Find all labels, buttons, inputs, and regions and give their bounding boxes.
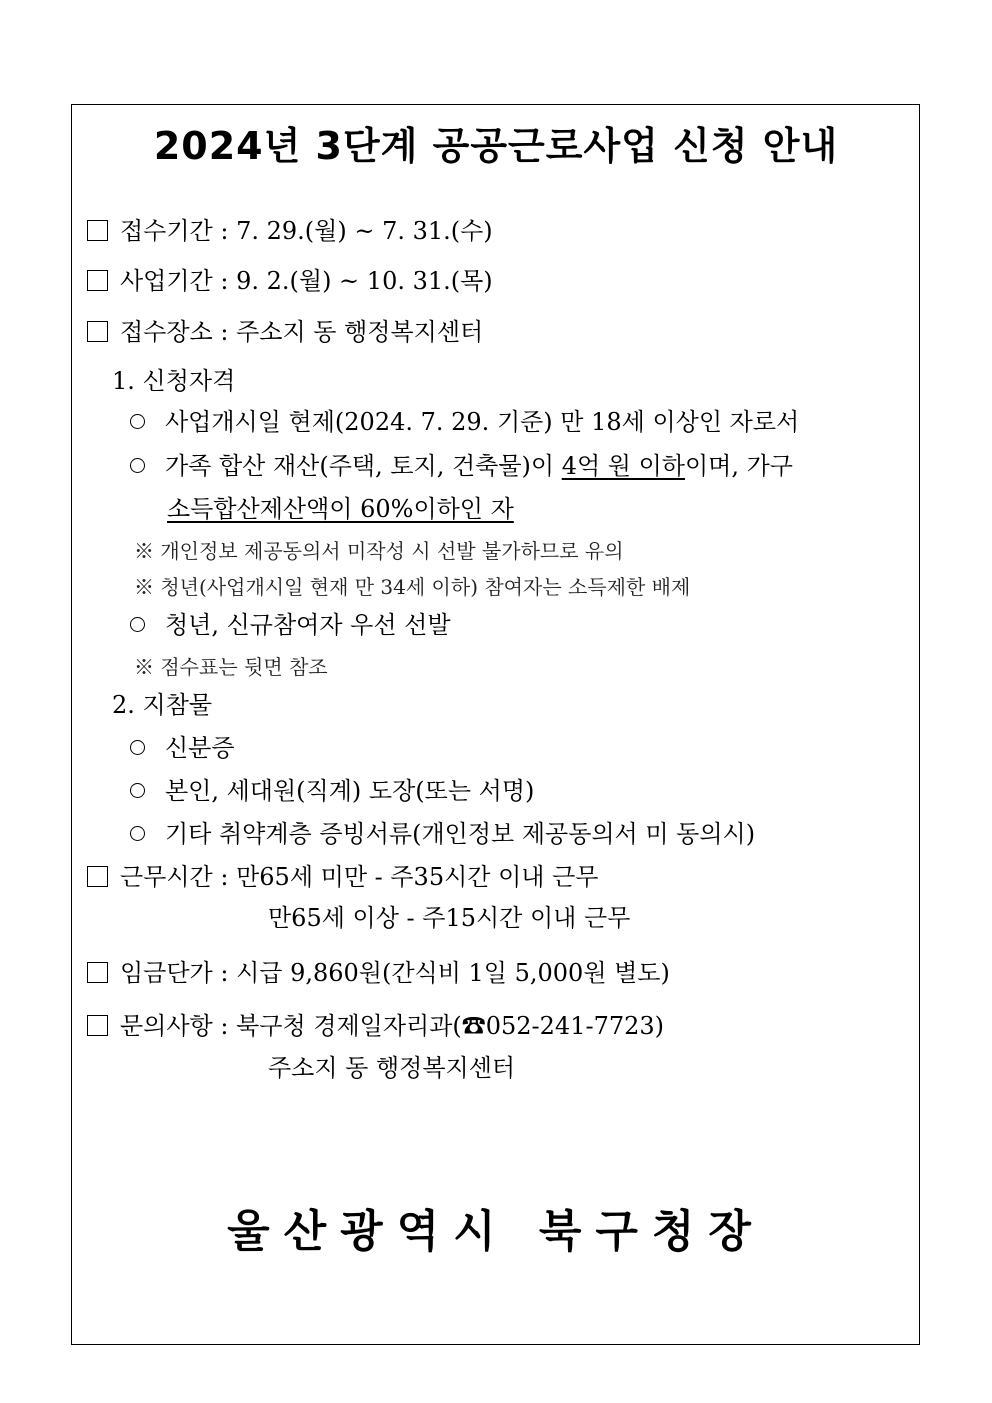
bullet-circle-icon <box>130 783 145 798</box>
issuer-signature: 울산광역시 북구청장 <box>227 1206 765 1257</box>
project-period-row <box>87 266 493 296</box>
bullet-circle-icon <box>130 458 145 473</box>
note-score-table: ※ 점수표는 뒷면 참조 <box>134 655 328 679</box>
reception-period-value: 7. 29.(월) ~ 7. 31.(수) <box>236 217 493 245</box>
project-period-value: 9. 2.(월) ~ 10. 31.(목) <box>236 267 493 295</box>
checkbox-square-icon <box>87 270 108 291</box>
eligibility-item-2-continuation: 소득합산제산액이 60%이하인 자 <box>167 495 514 523</box>
bring-item-2: 본인, 세대원(직계) 도장(또는 서명) <box>130 776 534 806</box>
bullet-circle-icon <box>130 826 145 841</box>
work-hours-row <box>87 862 598 892</box>
reception-period-label: 접수기간 : <box>120 217 237 245</box>
reception-period-row <box>87 216 493 246</box>
checkbox-square-icon <box>87 866 108 887</box>
bring-item-3: 기타 취약계층 증빙서류(개인정보 제공동의서 미 동의시) <box>130 819 755 849</box>
project-period-label: 사업기간 : <box>120 267 237 295</box>
checkbox-square-icon <box>87 1015 108 1036</box>
reception-place-row <box>87 317 483 347</box>
bullet-circle-icon <box>130 414 145 429</box>
wage-label: 임금단가 : <box>120 959 237 987</box>
bullet-circle-icon <box>130 617 145 632</box>
wage-row <box>87 958 670 988</box>
section2-heading: 2. 지참물 <box>112 691 213 719</box>
wage-value: 시급 9,860원(간식비 1일 5,000원 별도) <box>236 959 670 987</box>
section1-heading: 1. 신청자격 <box>112 367 236 395</box>
work-hours-line-1: 만65세 미만 - 주35시간 이내 근무 <box>236 863 599 891</box>
bullet-circle-icon <box>130 740 145 755</box>
inquiry-line-2: 주소지 동 행정복지센터 <box>268 1054 516 1082</box>
reception-place-value: 주소지 동 행정복지센터 <box>236 318 484 346</box>
work-hours-line-2: 만65세 이상 - 주15시간 이내 근무 <box>268 904 631 932</box>
page-title: 2024년 3단계 공공근로사업 신청 안내 <box>153 124 839 168</box>
inquiry-label: 문의사항 : <box>120 1012 237 1040</box>
reception-place-label: 접수장소 : <box>120 318 237 346</box>
note-consent: ※ 개인정보 제공동의서 미작성 시 선발 불가하므로 유의 <box>134 539 624 563</box>
checkbox-square-icon <box>87 962 108 983</box>
bring-item-1: 신분증 <box>130 733 235 763</box>
inquiry-row <box>87 1011 664 1041</box>
eligibility-item-3: 청년, 신규참여자 우선 선발 <box>130 610 451 640</box>
checkbox-square-icon <box>87 321 108 342</box>
eligibility-item-1: 사업개시일 현제(2024. 7. 29. 기준) 만 18세 이상인 자로서 <box>130 407 799 437</box>
asset-limit-underlined: 4억 원 이하 <box>561 452 685 480</box>
note-youth: ※ 청년(사업개시일 현재 만 34세 이하) 참여자는 소득제한 배제 <box>134 575 691 599</box>
inquiry-line-1: 북구청 경제일자리과(☎052-241-7723) <box>236 1012 665 1040</box>
checkbox-square-icon <box>87 220 108 241</box>
work-hours-label: 근무시간 : <box>120 863 237 891</box>
eligibility-item-2: 가족 합산 재산(주택, 토지, 건축물)이 4억 원 이하이며, 가구 <box>130 451 793 481</box>
